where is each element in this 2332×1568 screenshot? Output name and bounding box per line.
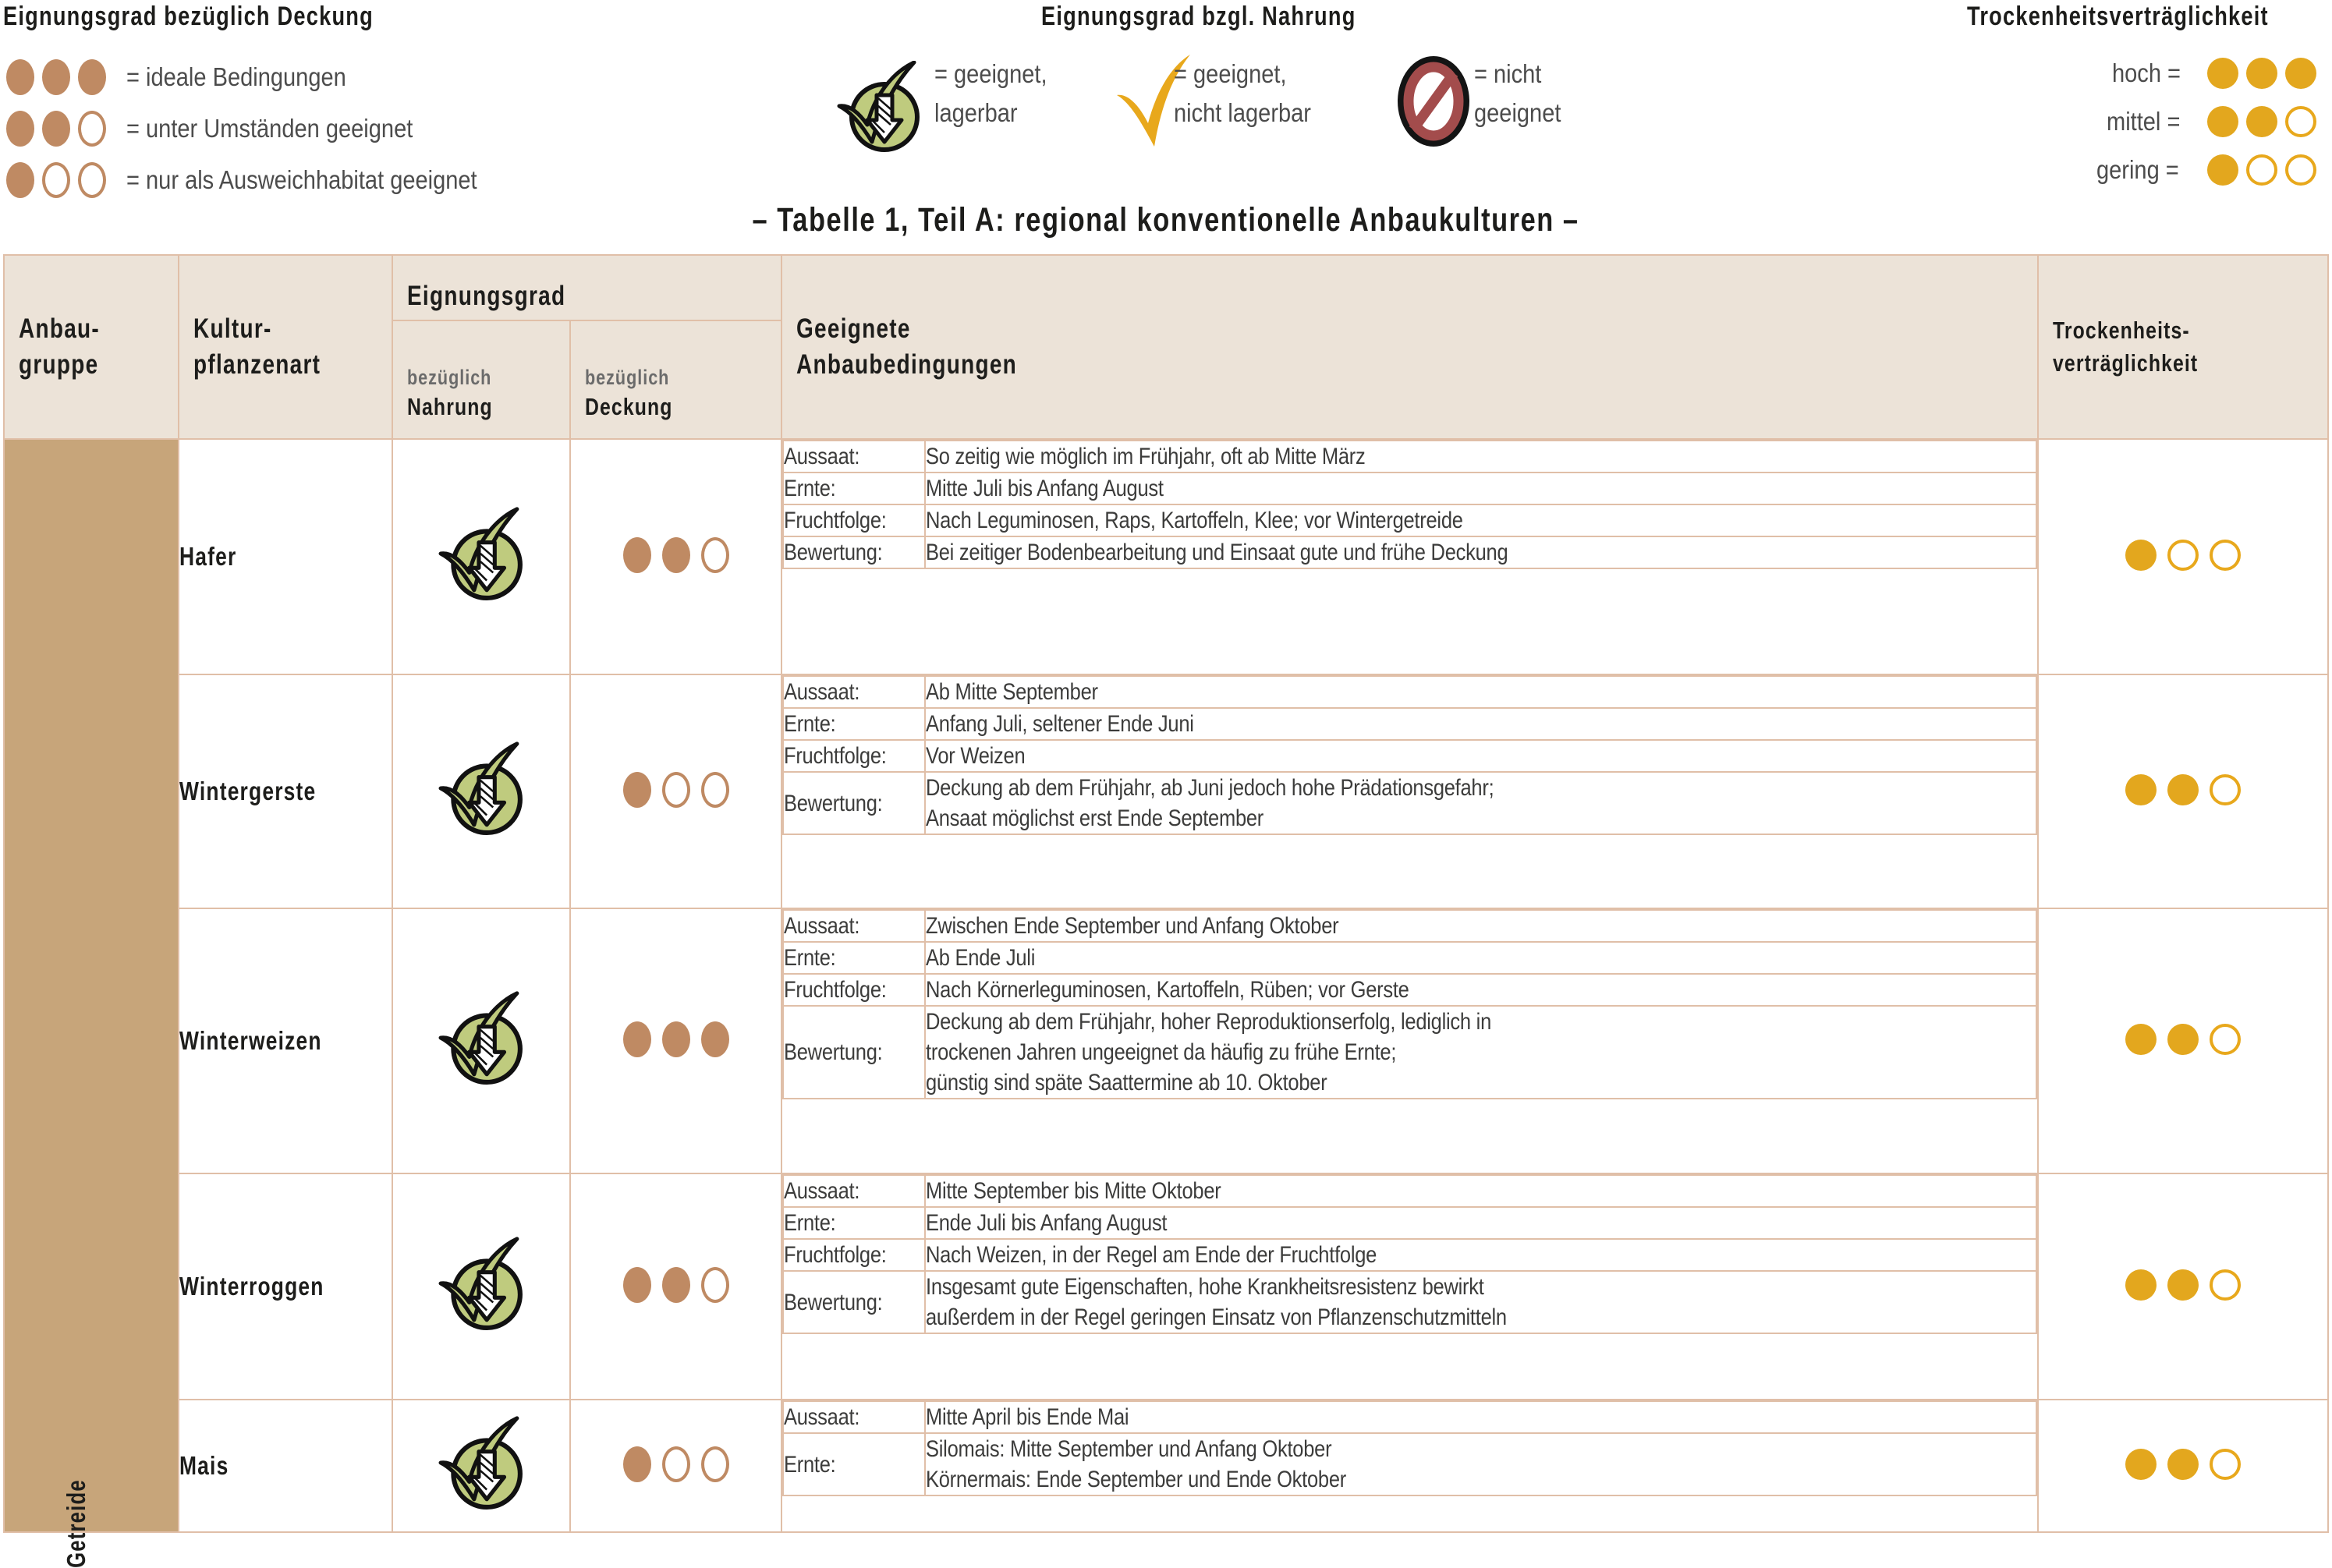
- detail-value: Vor Weizen: [925, 740, 2036, 772]
- trockenheit-dot-filled: [2125, 1269, 2157, 1301]
- deckung-rating-cell: [570, 674, 781, 908]
- detail-key: Bewertung:: [783, 1271, 925, 1333]
- legend-trockenheit-row-1: mittel =: [1965, 106, 2324, 137]
- detail-row: [783, 536, 2036, 568]
- detail-row: [783, 910, 2036, 942]
- detail-table: [782, 675, 2037, 835]
- trockenheit-dot-empty: [2210, 1269, 2241, 1301]
- deckung-dot-filled: [623, 1446, 651, 1482]
- detail-key: Fruchtfolge:: [783, 504, 925, 536]
- trockenheit-dot-empty: [2285, 106, 2316, 137]
- nahrung-rating-cell: [392, 1173, 570, 1400]
- detail-value: Mitte April bis Ende Mai: [925, 1401, 2036, 1433]
- trockenheit-dot-filled: [2207, 58, 2238, 89]
- trockenheit-dot-empty: [2210, 774, 2241, 805]
- legend-trockenheit-row-0: hoch =: [1965, 58, 2324, 89]
- trockenheit-dot-filled: [2125, 1024, 2157, 1055]
- trockenheit-dot-filled: [2285, 58, 2316, 89]
- detail-key: Aussaat:: [783, 676, 925, 708]
- detail-row: [783, 504, 2036, 536]
- trockenheit-dot-empty: [2210, 1024, 2241, 1055]
- th-trockenheitsvertraeglichkeit: Trockenheits- verträglichkeit: [2038, 255, 2328, 439]
- deckung-dot-filled: [6, 162, 34, 198]
- deckung-dot-empty: [78, 162, 106, 198]
- rating-dots: [2120, 1269, 2246, 1301]
- deckung-rating-cell: [570, 908, 781, 1173]
- detail-value: Ende Juli bis Anfang August: [925, 1207, 2036, 1239]
- legend-deckung-label-0: = ideale Bedingungen: [126, 62, 346, 91]
- detail-key: Bewertung:: [783, 772, 925, 834]
- legend-nahrung-item-0: [836, 61, 922, 158]
- table-row: [4, 674, 2328, 908]
- detail-table: [782, 440, 2037, 569]
- rating-dots: [618, 537, 735, 573]
- deckung-dot-filled: [78, 59, 106, 95]
- table-row: [4, 439, 2328, 674]
- check-storage-icon: [438, 742, 525, 842]
- legend-deckung-label-2: = nur als Ausweichhabitat geeignet: [126, 165, 477, 194]
- detail-value: Deckung ab dem Frühjahr, ab Juni jedoch hohe Prädationsgefahr; Ansaat möglichst erst Ende September: [925, 772, 2036, 834]
- trockenheit-rating-cell: [2038, 439, 2328, 674]
- detail-value: Nach Leguminosen, Raps, Kartoffeln, Klee; vor Wintergetreide: [925, 504, 2036, 536]
- legend-deckung-title: Eignungsgrad bezüglich Deckung: [3, 2, 374, 31]
- check-storage-icon: [836, 61, 922, 158]
- detail-row: [783, 1239, 2036, 1271]
- detail-row: [783, 772, 2036, 834]
- crop-name-cell: [179, 439, 392, 674]
- detail-row: [783, 1271, 2036, 1333]
- detail-row: [783, 473, 2036, 504]
- deckung-dot-filled: [6, 111, 34, 147]
- detail-key: Fruchtfolge:: [783, 974, 925, 1006]
- deckung-dot-filled: [662, 1021, 690, 1057]
- legend-nahrung-label-2: = nicht geeignet: [1474, 59, 1561, 127]
- detail-row: [783, 1401, 2036, 1433]
- deckung-dot-filled: [701, 1021, 729, 1057]
- check-storage-icon: [438, 507, 525, 607]
- legend-nahrung-item-2: [1396, 56, 1471, 150]
- detail-key: Aussaat:: [783, 441, 925, 473]
- th-anbaugruppe: Anbau- gruppe: [4, 255, 179, 439]
- anbaubedingungen-cell: [781, 674, 2038, 908]
- detail-key: Aussaat:: [783, 910, 925, 942]
- trockenheit-dot-filled: [2167, 774, 2199, 805]
- deckung-dot-empty: [78, 111, 106, 147]
- th-eignungsgrad: Eignungsgrad: [392, 255, 781, 320]
- table-header: [4, 255, 2328, 439]
- crop-name-cell: [179, 908, 392, 1173]
- detail-row: [783, 1175, 2036, 1207]
- rating-dots: [2120, 1024, 2246, 1055]
- check-storage-icon: [438, 1416, 525, 1517]
- prohibition-icon: [1396, 56, 1471, 150]
- detail-value: Mitte September bis Mitte Oktober: [925, 1175, 2036, 1207]
- trockenheit-dot-filled: [2125, 540, 2157, 571]
- trockenheit-dot-filled: [2207, 154, 2238, 186]
- nahrung-rating-cell: [392, 674, 570, 908]
- table-row: [4, 908, 2328, 1173]
- trockenheit-rating-cell: [2038, 674, 2328, 908]
- detail-key: Ernte:: [783, 1207, 925, 1239]
- detail-row: [783, 1207, 2036, 1239]
- detail-value: Ab Mitte September: [925, 676, 2036, 708]
- deckung-rating-cell: [570, 1173, 781, 1400]
- anbaubedingungen-cell: [781, 908, 2038, 1173]
- deckung-dot-filled: [623, 537, 651, 573]
- legend-nahrung-title: Eignungsgrad bzgl. Nahrung: [1041, 2, 1356, 31]
- rating-dots: [2120, 1449, 2246, 1480]
- legend-trockenheit-row-2: gering =: [1965, 154, 2324, 186]
- detail-value: Nach Körnerleguminosen, Kartoffeln, Rüben; vor Gerste: [925, 974, 2036, 1006]
- detail-value: Deckung ab dem Frühjahr, hoher Reproduktionserfolg, lediglich in trockenen Jahren ungeeignet da häufig zu frühe Ernte; günstig sind späte Saattermine ab 10. Oktober: [925, 1006, 2036, 1099]
- detail-value: Mitte Juli bis Anfang August: [925, 473, 2036, 504]
- detail-key: Ernte:: [783, 942, 925, 974]
- detail-key: Aussaat:: [783, 1401, 925, 1433]
- rating-dots: [618, 1446, 735, 1482]
- detail-table: [782, 1400, 2037, 1496]
- detail-key: Fruchtfolge:: [783, 740, 925, 772]
- detail-row: [783, 708, 2036, 740]
- crop-name: Mais: [179, 1451, 229, 1480]
- detail-table: [782, 1174, 2037, 1334]
- anbaubedingungen-cell: [781, 439, 2038, 674]
- rating-dots: [618, 1267, 735, 1303]
- deckung-dot-filled: [623, 772, 651, 808]
- th-anbaubedingungen: Geeignete Anbaubedingungen: [781, 255, 2038, 439]
- rating-dots: [618, 772, 735, 808]
- detail-key: Bewertung:: [783, 536, 925, 568]
- nahrung-rating-cell: [392, 439, 570, 674]
- detail-value: Zwischen Ende September und Anfang Oktober: [925, 910, 2036, 942]
- trockenheit-dot-empty: [2167, 540, 2199, 571]
- rating-dots: [2120, 540, 2246, 571]
- deckung-dot-filled: [623, 1267, 651, 1303]
- crop-name: Winterroggen: [179, 1272, 324, 1301]
- trockenheit-dot-empty: [2210, 540, 2241, 571]
- detail-row: [783, 740, 2036, 772]
- deckung-dot-empty: [701, 537, 729, 573]
- trockenheit-dot-empty: [2246, 154, 2277, 186]
- detail-row: [783, 974, 2036, 1006]
- trockenheit-rating-cell: [2038, 1400, 2328, 1532]
- page-title: – Tabelle 1, Teil A: regional konventionelle Anbaukulturen –: [752, 201, 1580, 239]
- trockenheit-dot-filled: [2167, 1269, 2199, 1301]
- deckung-dot-empty: [662, 1446, 690, 1482]
- detail-row: [783, 1006, 2036, 1099]
- detail-key: Ernte:: [783, 473, 925, 504]
- detail-value: Nach Weizen, in der Regel am Ende der Fruchtfolge: [925, 1239, 2036, 1271]
- trockenheit-dot-filled: [2125, 774, 2157, 805]
- detail-value: Bei zeitiger Bodenbearbeitung und Einsaat gute und frühe Deckung: [925, 536, 2036, 568]
- detail-value: So zeitig wie möglich im Frühjahr, oft ab Mitte März: [925, 441, 2036, 473]
- group-cell-getreide: [4, 439, 179, 1568]
- deckung-dot-empty: [42, 162, 70, 198]
- deckung-dot-filled: [662, 537, 690, 573]
- deckung-dot-filled: [662, 1267, 690, 1303]
- anbaubedingungen-cell: [781, 1173, 2038, 1400]
- check-storage-icon: [438, 1237, 525, 1337]
- deckung-dot-empty: [701, 1446, 729, 1482]
- legend-area: [0, 0, 2332, 199]
- trockenheit-dot-empty: [2285, 154, 2316, 186]
- deckung-dot-empty: [662, 772, 690, 808]
- trockenheit-dot-filled: [2246, 58, 2277, 89]
- th-kulturpflanzenart: Kultur- pflanzenart: [179, 255, 392, 439]
- detail-table: [782, 909, 2037, 1099]
- check-storage-icon: [438, 991, 525, 1092]
- legend-deckung-label-1: = unter Umständen geeignet: [126, 114, 413, 143]
- detail-value: Anfang Juli, seltener Ende Juni: [925, 708, 2036, 740]
- anbaubedingungen-cell: [781, 1400, 2038, 1532]
- trockenheit-dot-filled: [2167, 1449, 2199, 1480]
- table-row: [4, 1173, 2328, 1400]
- crop-name-cell: [179, 1173, 392, 1400]
- deckung-dot-empty: [701, 772, 729, 808]
- crop-name: Wintergerste: [179, 777, 317, 805]
- table-body: [4, 439, 2328, 1568]
- legend-deckung-row-2: [6, 162, 525, 198]
- rating-dots: [618, 1021, 735, 1057]
- nahrung-rating-cell: [392, 1400, 570, 1532]
- detail-row: [783, 676, 2036, 708]
- deckung-rating-cell: [570, 439, 781, 674]
- detail-row: [783, 1433, 2036, 1495]
- table-row: [4, 1400, 2328, 1532]
- legend-deckung-row-1: [6, 111, 452, 147]
- detail-value: Insgesamt gute Eigenschaften, hohe Krankheitsresistenz bewirkt außerdem in der Regel geringen Einsatz von Pflanzenschutzmitteln: [925, 1271, 2036, 1333]
- detail-row: [783, 441, 2036, 473]
- th-bezueglich-nahrung: bezüglich Nahrung: [392, 320, 570, 439]
- deckung-dot-filled: [6, 59, 34, 95]
- detail-row: [783, 942, 2036, 974]
- detail-value: Silomais: Mitte September und Anfang Oktober Körnermais: Ende September und Ende Oktober: [925, 1433, 2036, 1495]
- deckung-dot-filled: [42, 111, 70, 147]
- trockenheit-dot-empty: [2210, 1449, 2241, 1480]
- trockenheit-dot-filled: [2246, 106, 2277, 137]
- detail-value: Ab Ende Juli: [925, 942, 2036, 974]
- deckung-rating-cell: [570, 1400, 781, 1532]
- deckung-dot-filled: [42, 59, 70, 95]
- th-bezueglich-deckung: bezüglich Deckung: [570, 320, 781, 439]
- detail-key: Ernte:: [783, 1433, 925, 1495]
- deckung-dot-filled: [623, 1021, 651, 1057]
- rating-dots: [2120, 774, 2246, 805]
- nahrung-rating-cell: [392, 908, 570, 1173]
- detail-key: Bewertung:: [783, 1006, 925, 1099]
- trockenheit-dot-filled: [2167, 1024, 2199, 1055]
- trockenheit-dot-filled: [2207, 106, 2238, 137]
- detail-key: Fruchtfolge:: [783, 1239, 925, 1271]
- deckung-dot-empty: [701, 1267, 729, 1303]
- legend-nahrung-label-0: = geeignet, lagerbar: [934, 59, 1047, 127]
- group-label: Getreide: [62, 1479, 91, 1568]
- legend-deckung-row-0: [6, 59, 376, 95]
- trockenheit-dot-filled: [2125, 1449, 2157, 1480]
- crop-name: Hafer: [179, 542, 237, 571]
- crop-name-cell: [179, 1400, 392, 1532]
- crop-name: Winterweizen: [179, 1026, 322, 1055]
- detail-key: Ernte:: [783, 708, 925, 740]
- trockenheit-rating-cell: [2038, 1173, 2328, 1400]
- legend-trockenheit-title: Trockenheitsverträglichkeit: [1967, 2, 2269, 31]
- main-table: [3, 254, 2329, 1568]
- detail-key: Aussaat:: [783, 1175, 925, 1207]
- crop-name-cell: [179, 674, 392, 908]
- trockenheit-rating-cell: [2038, 908, 2328, 1173]
- legend-nahrung-label-1: = geeignet, nicht lagerbar: [1174, 59, 1311, 127]
